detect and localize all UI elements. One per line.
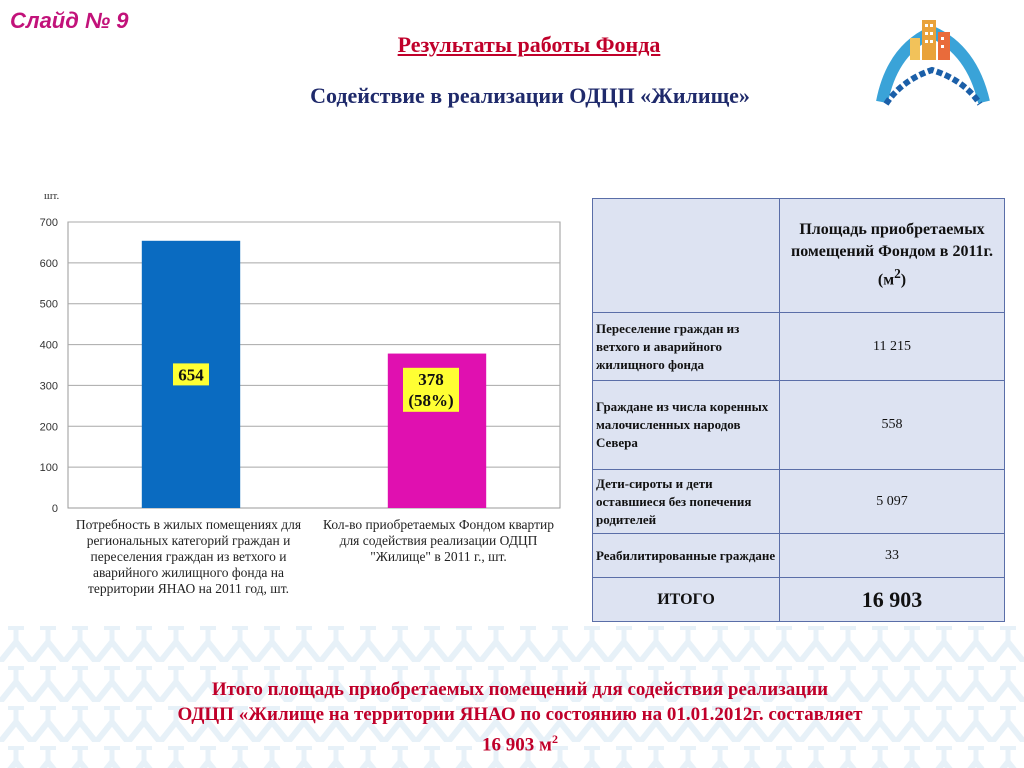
summary-line-1: Итого площадь приобретаемых помещений для содействия реализации [211,679,829,700]
data-label-text: 654 [178,365,204,385]
slide-number: Слайд № 9 [10,8,129,33]
table-header-row [593,199,1005,313]
table-row [593,381,1005,470]
table-total-value: 16 903 [780,578,1005,622]
data-label-text: (58%) [408,390,454,410]
y-tick-label: 100 [39,462,58,475]
chart-unit-label: шт. [44,190,60,202]
data-label-1 [403,368,459,412]
table-header-empty [593,199,780,313]
table-row [593,313,1005,381]
table-row-label: Дети-сироты и дети оставшиеся без попечения родителей [593,470,780,534]
table-total-row [593,578,1005,622]
summary-line-3: 16 903 $м^2$ [482,732,558,756]
table-row-value: 33 [780,534,1005,578]
table-row-value: 11 215 [780,313,1005,381]
page-subtitle: Содействие в реализации ОДЦП «Жилище» [310,83,750,108]
table-row-label: Граждане из числа коренных малочисленных народов Севера [593,381,780,470]
table-row-value: 5 097 [780,470,1005,534]
y-tick-label: 700 [39,217,58,229]
area-table [592,198,1005,622]
table-row-value: 558 [780,381,1005,470]
y-tick-label: 500 [39,298,58,311]
category-label-need: Потребность в жилых помещениях для региональных категорий граждан и переселения граждан из ветхого и аварийного жилищного фонда на территории ЯНАО на 2011 год, шт. [75,517,302,596]
y-tick-label: 600 [39,257,58,270]
summary-line-2: ОДЦП «Жилище на территории ЯНАО по состоянию на 01.01.2012г. составляет [177,704,863,725]
table-row-label: Реабилитированные граждане [593,534,780,578]
table-row [593,534,1005,578]
summary-text [60,677,980,757]
table-header-area: Площадь приобретаемых помещений Фондом в 2011г. $(м^2)$ [780,199,1005,313]
data-label-text: 378 [418,369,444,389]
y-tick-label: 200 [39,421,58,434]
table-row-label: Переселение граждан из ветхого и аварийного жилищного фонда [593,313,780,381]
y-tick-label: 0 [51,503,58,515]
data-label-0 [173,363,209,385]
category-label-purchased: Кол-во приобретаемых Фондом квартир для содействия реализации ОДЦП "Жилище" в 2011 г., шт. [322,517,554,564]
y-tick-label: 400 [39,339,58,352]
page-title: Результаты работы Фонда [397,32,661,57]
table-total-label: ИТОГО [593,578,780,622]
table-row [593,470,1005,534]
y-tick-label: 300 [39,380,58,393]
